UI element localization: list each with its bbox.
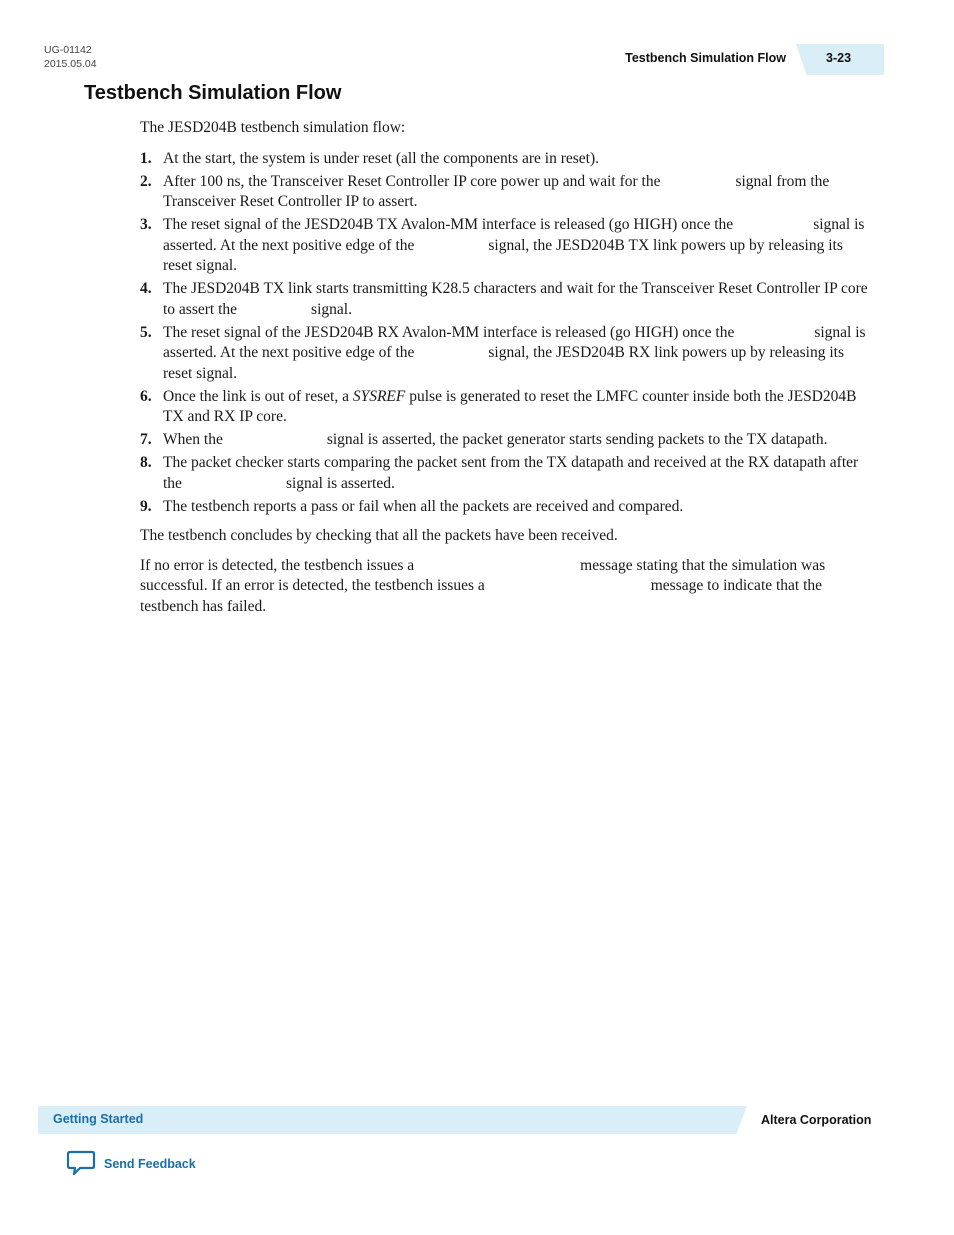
- step-number: 8.: [140, 454, 152, 471]
- step-text: signal.: [311, 300, 352, 318]
- step-number: 3.: [140, 216, 152, 233]
- step-6: [140, 387, 875, 428]
- step-text: Once the link is out of reset, a: [163, 387, 349, 405]
- step-8: [140, 453, 875, 494]
- footer-band: [38, 1106, 747, 1134]
- doc-date: 2015.05.04: [44, 58, 97, 70]
- step-number: 9.: [140, 497, 152, 515]
- step-3: [140, 215, 875, 277]
- step-number: 5.: [140, 323, 152, 341]
- step-text: pulse is generated to reset the LMFC counter inside both the JESD204B TX and RX IP core.: [163, 387, 857, 425]
- step-text: The reset signal of the JESD204B TX Avalon-MM interface is released (go HIGH) once the: [163, 216, 734, 233]
- step-text: The testbench reports a pass or fail when all the packets are received and compared.: [163, 497, 684, 515]
- step-text: When the: [163, 431, 223, 448]
- result-text: [140, 556, 875, 618]
- step-number: 1.: [140, 149, 152, 167]
- step-number: 2.: [140, 172, 152, 190]
- result-text-part: message stating that the simulation was successful. If an error is detected, the testbench issues a: [140, 556, 826, 594]
- step-text: The JESD204B TX link starts transmitting K28.5 characters and wait for the Transceiver Reset Controller IP core to assert the: [163, 280, 868, 318]
- step-number: 7.: [140, 431, 152, 448]
- document-id: [44, 43, 97, 71]
- page-number: 3-23: [826, 51, 852, 65]
- step-text: signal is asserted.: [285, 474, 395, 492]
- send-feedback-link[interactable]: [66, 1150, 196, 1177]
- step-text: At the start, the system is under reset (all the components are in reset).: [163, 149, 600, 167]
- step-4: [140, 279, 875, 320]
- step-5: [140, 323, 875, 385]
- doc-number: UG-01142: [44, 44, 92, 56]
- running-title: Testbench Simulation Flow: [625, 51, 786, 65]
- section-body: [140, 118, 875, 617]
- step-text: signal is asserted. At the next positive edge of the: [163, 323, 866, 361]
- step-text: The packet checker starts comparing the packet sent from the TX datapath and received at the RX datapath after the: [163, 454, 859, 492]
- step-number: 4.: [140, 280, 152, 297]
- step-1: [140, 149, 875, 170]
- step-text: signal from the Transceiver Reset Controller IP to assert.: [163, 172, 830, 210]
- getting-started-link[interactable]: Getting Started: [53, 1112, 144, 1126]
- step-text: signal is asserted, the packet generator starts sending packets to the TX datapath.: [326, 431, 828, 448]
- step-9: [140, 497, 875, 518]
- company-name: Altera Corporation: [761, 1113, 872, 1127]
- step-text: After 100 ns, the Transceiver Reset Controller IP core power up and wait for the: [163, 172, 661, 190]
- step-text: signal, the JESD204B RX link powers up by releasing its reset signal.: [163, 344, 845, 382]
- step-text: signal is asserted. At the next positive edge of the: [163, 216, 865, 254]
- step-2: [140, 172, 875, 213]
- step-text: The reset signal of the JESD204B RX Avalon-MM interface is released (go HIGH) once the: [163, 323, 735, 341]
- section-title: Testbench Simulation Flow: [84, 82, 342, 104]
- speech-bubble-icon: [66, 1150, 96, 1177]
- step-7: [140, 430, 875, 451]
- steps-list: [140, 149, 875, 518]
- intro-text: The JESD204B testbench simulation flow:: [140, 119, 406, 136]
- conclusion-text: The testbench concludes by checking that all the packets have been received.: [140, 527, 618, 544]
- result-text-part: message to indicate that the testbench has failed.: [140, 577, 823, 615]
- step-number: 6.: [140, 387, 152, 405]
- sysref-term: SYSREF: [352, 387, 406, 405]
- send-feedback-label: Send Feedback: [104, 1156, 196, 1171]
- result-text-part: If no error is detected, the testbench issues a: [140, 556, 415, 574]
- step-text: signal, the JESD204B TX link powers up by releasing its reset signal.: [163, 236, 843, 274]
